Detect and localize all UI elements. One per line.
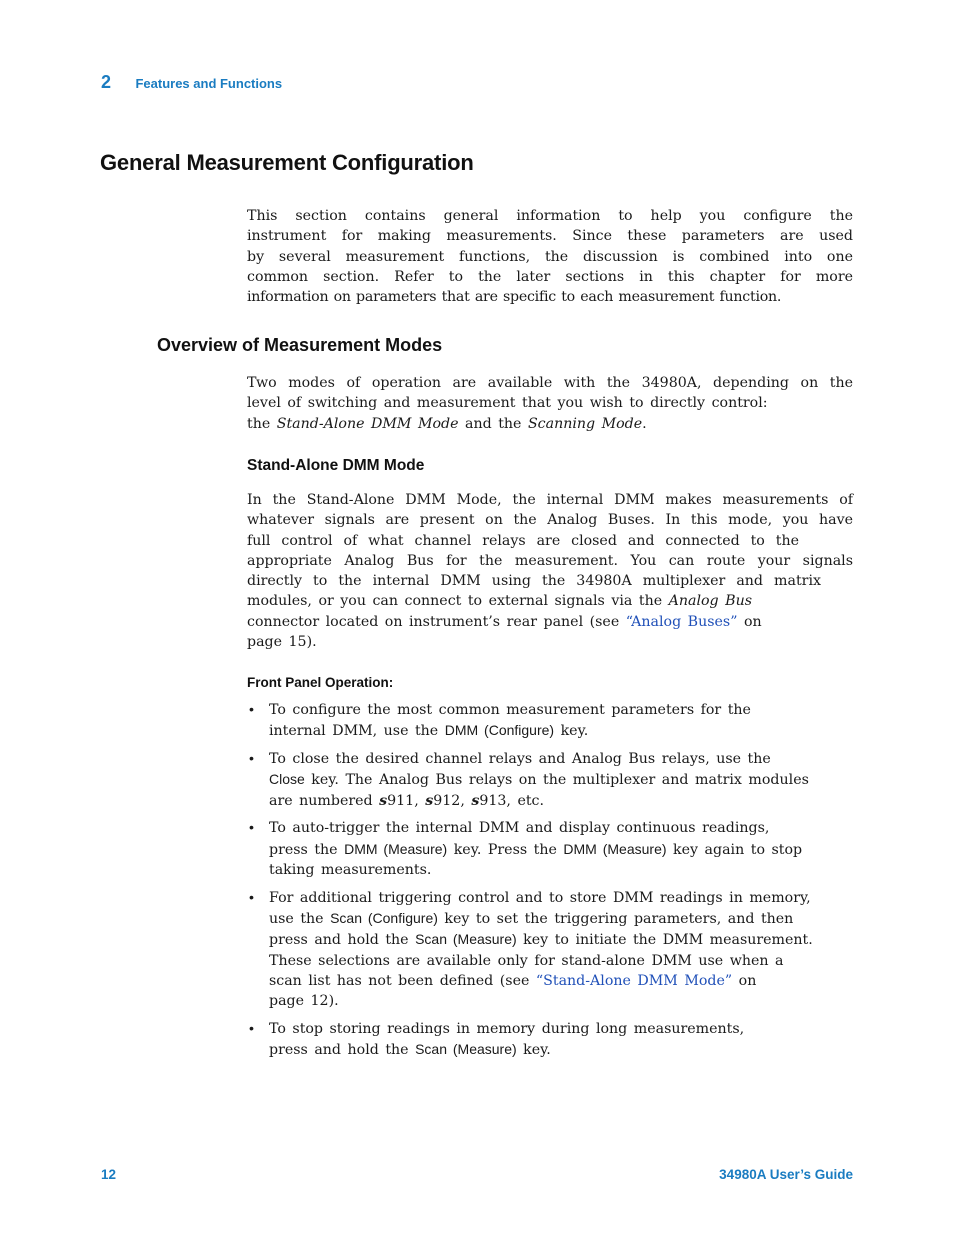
guide-title: 34980A User’s Guide — [719, 1167, 853, 1182]
text: 911, — [387, 792, 426, 809]
key-name: Scan (Measure) — [415, 1041, 517, 1058]
item-line: To stop storing readings in memory during long measurements, — [269, 1021, 745, 1038]
key-name: Scan (Configure) — [330, 910, 438, 927]
item-line — [269, 839, 853, 860]
mode-name: Stand-Alone DMM Mode — [276, 415, 459, 432]
text: connector located on instrument’s rear panel (see — [247, 613, 626, 630]
intro-line: instrument for making measurements. Since these parameters are used — [247, 228, 853, 245]
standalone-line: whatever signals are present on the Analog Buses. In this mode, you have — [247, 512, 853, 529]
standalone-line: In the Stand-Alone DMM Mode, the internal DMM makes measurements of — [247, 492, 853, 508]
standalone-heading: Stand-Alone DMM Mode — [247, 457, 425, 474]
list-item — [247, 700, 853, 742]
bullet-icon: • — [249, 820, 254, 837]
standalone-dmm-mode-link[interactable]: “Stand-Alone DMM Mode” — [535, 973, 733, 990]
bullet-icon: • — [249, 889, 254, 906]
text: press the — [269, 841, 345, 858]
text: press and hold the — [269, 932, 416, 949]
text: key to set the triggering parameters, and then — [437, 911, 794, 928]
front-panel-heading: Front Panel Operation: — [247, 675, 394, 690]
item-line — [269, 1039, 853, 1060]
item-line — [269, 769, 853, 790]
standalone-line — [247, 591, 853, 611]
intro-line: by several measurement functions, the discussion is combined into one — [247, 248, 853, 265]
chapter-number: 2 — [101, 72, 112, 92]
key-name: DMM (Configure) — [444, 722, 555, 739]
overview-paragraph — [247, 373, 853, 434]
chapter-title: Features and Functions — [135, 76, 283, 91]
key-name: Close — [269, 771, 305, 788]
item-line: To close the desired channel relays and Analog Bus relays, use the — [269, 751, 771, 768]
text: key. Press the — [447, 841, 564, 858]
item-line — [269, 929, 853, 950]
list-item — [247, 749, 853, 811]
text: key. — [516, 1042, 551, 1059]
text: key again to stop — [666, 841, 803, 858]
bullet-icon: • — [249, 1021, 254, 1038]
overview-heading: Overview of Measurement Modes — [157, 335, 443, 355]
standalone-line: directly to the internal DMM using the 34980A multiplexer and matrix — [247, 573, 821, 590]
mode-name: Scanning Mode — [527, 415, 643, 432]
text: internal DMM, use the — [269, 723, 445, 740]
text: scan list has not been defined (see — [269, 973, 536, 990]
list-item — [247, 818, 853, 880]
intro-line: common section. Refer to the later sections in this chapter for more — [247, 268, 853, 285]
text: . — [642, 415, 647, 432]
text: are numbered — [269, 792, 380, 809]
item-line — [269, 908, 853, 929]
text: modules, or you can connect to external signals via the — [247, 593, 669, 610]
list-item — [247, 1019, 853, 1061]
item-line: taking measurements. — [269, 862, 432, 879]
analog-bus-term: Analog Bus — [668, 593, 752, 610]
item-line — [269, 791, 853, 811]
running-header — [101, 72, 282, 93]
list-item — [247, 888, 853, 1012]
item-line: To auto-trigger the internal DMM and display continuous readings, — [269, 820, 770, 837]
item-line — [269, 720, 853, 741]
analog-buses-link[interactable]: “Analog Buses” — [625, 613, 738, 630]
section-title: General Measurement Configuration — [100, 150, 474, 175]
overview-line — [247, 414, 853, 434]
text: on — [737, 613, 762, 630]
item-line: These selections are available only for stand-alone DMM use when a — [269, 952, 784, 969]
bullet-icon: • — [249, 751, 254, 768]
text: key to initiate the DMM measurement. — [516, 932, 813, 949]
slot-variable: s — [425, 792, 434, 809]
intro-line: This section contains general information to help you configure the — [247, 208, 853, 224]
item-line: For additional triggering control and to store DMM readings in memory, — [269, 889, 811, 906]
text: use the — [269, 911, 331, 928]
key-name: DMM (Measure) — [563, 840, 667, 857]
slot-variable: s — [471, 792, 480, 809]
bullet-icon: • — [249, 702, 254, 718]
standalone-line: appropriate Analog Bus for the measurement. You can route your signals — [247, 552, 853, 569]
item-line: page 12). — [269, 993, 339, 1010]
text: 913, etc. — [479, 792, 544, 809]
overview-line: level of switching and measurement that you wish to directly control: — [247, 395, 768, 412]
front-panel-list — [247, 700, 853, 1068]
standalone-line: page 15). — [247, 634, 317, 651]
key-name: DMM (Measure) — [344, 840, 448, 857]
intro-paragraph — [247, 206, 853, 307]
text: the — [247, 415, 277, 432]
text: key. The Analog Bus relays on the multiplexer and matrix modules — [304, 772, 809, 789]
item-line — [269, 971, 853, 991]
text: on — [732, 973, 757, 990]
overview-line: Two modes of operation are available with the 34980A, depending on the — [247, 375, 853, 391]
standalone-line — [247, 612, 853, 632]
text: 912, — [433, 792, 472, 809]
slot-variable: s — [379, 792, 388, 809]
text: key. — [554, 723, 589, 740]
item-line: To configure the most common measurement parameters for the — [269, 702, 751, 718]
standalone-line: full control of what channel relays are closed and connected to the — [247, 532, 799, 549]
key-name: Scan (Measure) — [415, 931, 517, 948]
intro-line: information on parameters that are specific to each measurement function. — [247, 289, 782, 306]
standalone-paragraph — [247, 490, 853, 652]
text: press and hold the — [269, 1042, 416, 1059]
text: and the — [458, 415, 528, 432]
page-number: 12 — [101, 1167, 117, 1182]
